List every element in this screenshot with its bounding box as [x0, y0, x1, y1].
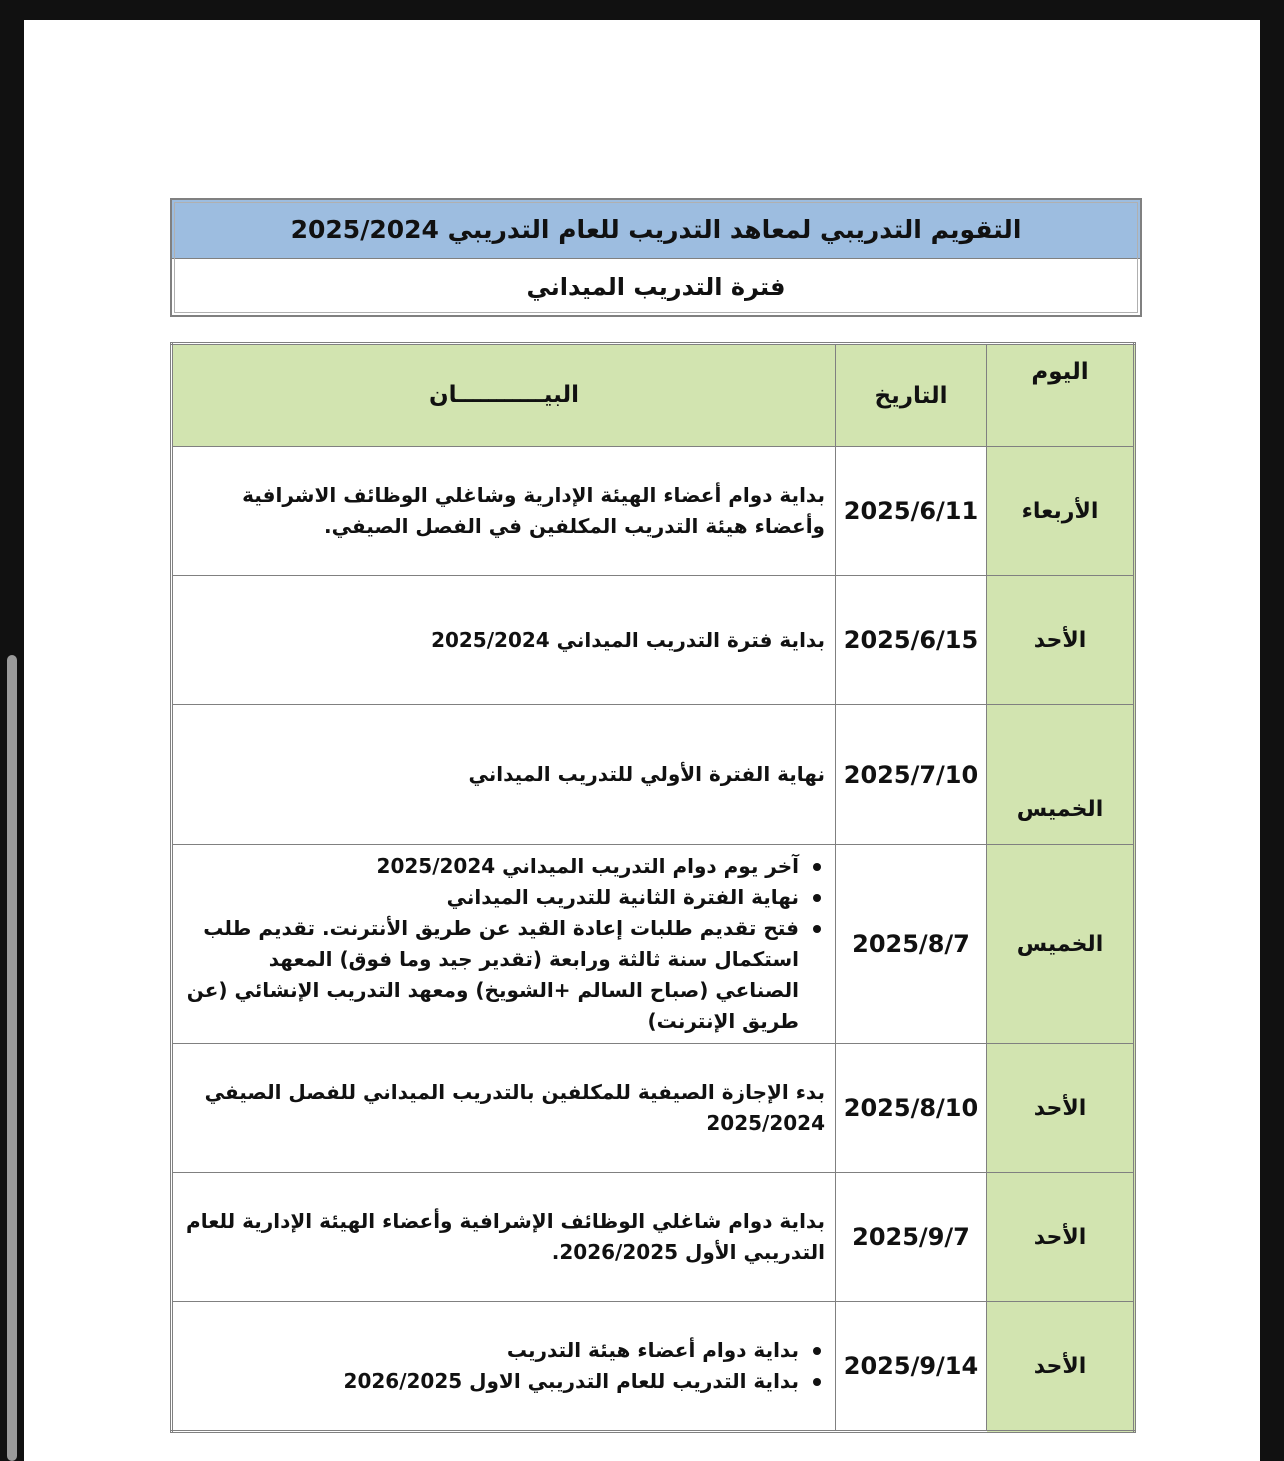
row-description: بدء الإجازة الصيفية للمكلفين بالتدريب الميداني للفصل الصيفي 2025/2024 [172, 1044, 836, 1173]
table-row [172, 705, 1135, 845]
document-page [24, 20, 1260, 1461]
row-description: بداية فترة التدريب الميداني 2025/2024 [172, 576, 836, 705]
title-box [170, 198, 1142, 317]
list-item: بداية التدريب للعام التدريبي الاول 2026/2025 [183, 1366, 799, 1397]
row-description [172, 845, 836, 1044]
row-description [172, 1302, 836, 1432]
calendar-title: التقويم التدريبي لمعاهد التدريب للعام التدريبي 2025/2024 [172, 200, 1140, 259]
header-day: اليوم [987, 344, 1135, 447]
row-date: 2025/7/10 [836, 705, 987, 845]
table-row [172, 447, 1135, 576]
row-day: الخميس [987, 845, 1135, 1044]
list-item: آخر يوم دوام التدريب الميداني 2025/2024 [183, 851, 799, 882]
row-day: الأحد [987, 1044, 1135, 1173]
table-row [172, 845, 1135, 1044]
row-description: بداية دوام شاغلي الوظائف الإشرافية وأعضاء الهيئة الإدارية للعام التدريبي الأول 2026/2025. [172, 1173, 836, 1302]
table-row [172, 1173, 1135, 1302]
table-row [172, 1302, 1135, 1432]
list-item: فتح تقديم طلبات إعادة القيد عن طريق الأنترنت. تقديم طلب استكمال سنة ثالثة ورابعة (تقدير جيد وما فوق) المعهد الصناعي (صباح السالم +الشويخ) ومعهد التدريب الإنشائي (عن طريق الإنترنت) [183, 913, 799, 1037]
vertical-scrollbar[interactable] [7, 655, 17, 1461]
row-date: 2025/9/7 [836, 1173, 987, 1302]
row-date: 2025/6/15 [836, 576, 987, 705]
row-description: نهاية الفترة الأولي للتدريب الميداني [172, 705, 836, 845]
list-item: بداية دوام أعضاء هيئة التدريب [183, 1335, 799, 1366]
table-row [172, 576, 1135, 705]
row-day: الأحد [987, 1302, 1135, 1432]
list-item: نهاية الفترة الثانية للتدريب الميداني [183, 882, 799, 913]
table-row [172, 1044, 1135, 1173]
row-day: الأربعاء [987, 447, 1135, 576]
row-date: 2025/6/11 [836, 447, 987, 576]
window-frame-top [0, 0, 1284, 20]
table-header-row [172, 344, 1135, 447]
calendar-table [170, 342, 1136, 1433]
row-day: الأحد [987, 576, 1135, 705]
bullet-list [183, 1335, 825, 1397]
row-day: الأحد [987, 1173, 1135, 1302]
header-description: البيـــــــــــان [172, 344, 836, 447]
row-day: الخميس [987, 705, 1135, 845]
row-date: 2025/8/7 [836, 845, 987, 1044]
window-frame-right [1260, 0, 1284, 1461]
period-subtitle: فترة التدريب الميداني [526, 273, 786, 301]
bullet-list [183, 851, 825, 1037]
row-date: 2025/8/10 [836, 1044, 987, 1173]
row-description: بداية دوام أعضاء الهيئة الإدارية وشاغلي الوظائف الاشرافية وأعضاء هيئة التدريب المكلفين في الفصل الصيفي. [172, 447, 836, 576]
row-date: 2025/9/14 [836, 1302, 987, 1432]
header-date: التاريخ [836, 344, 987, 447]
